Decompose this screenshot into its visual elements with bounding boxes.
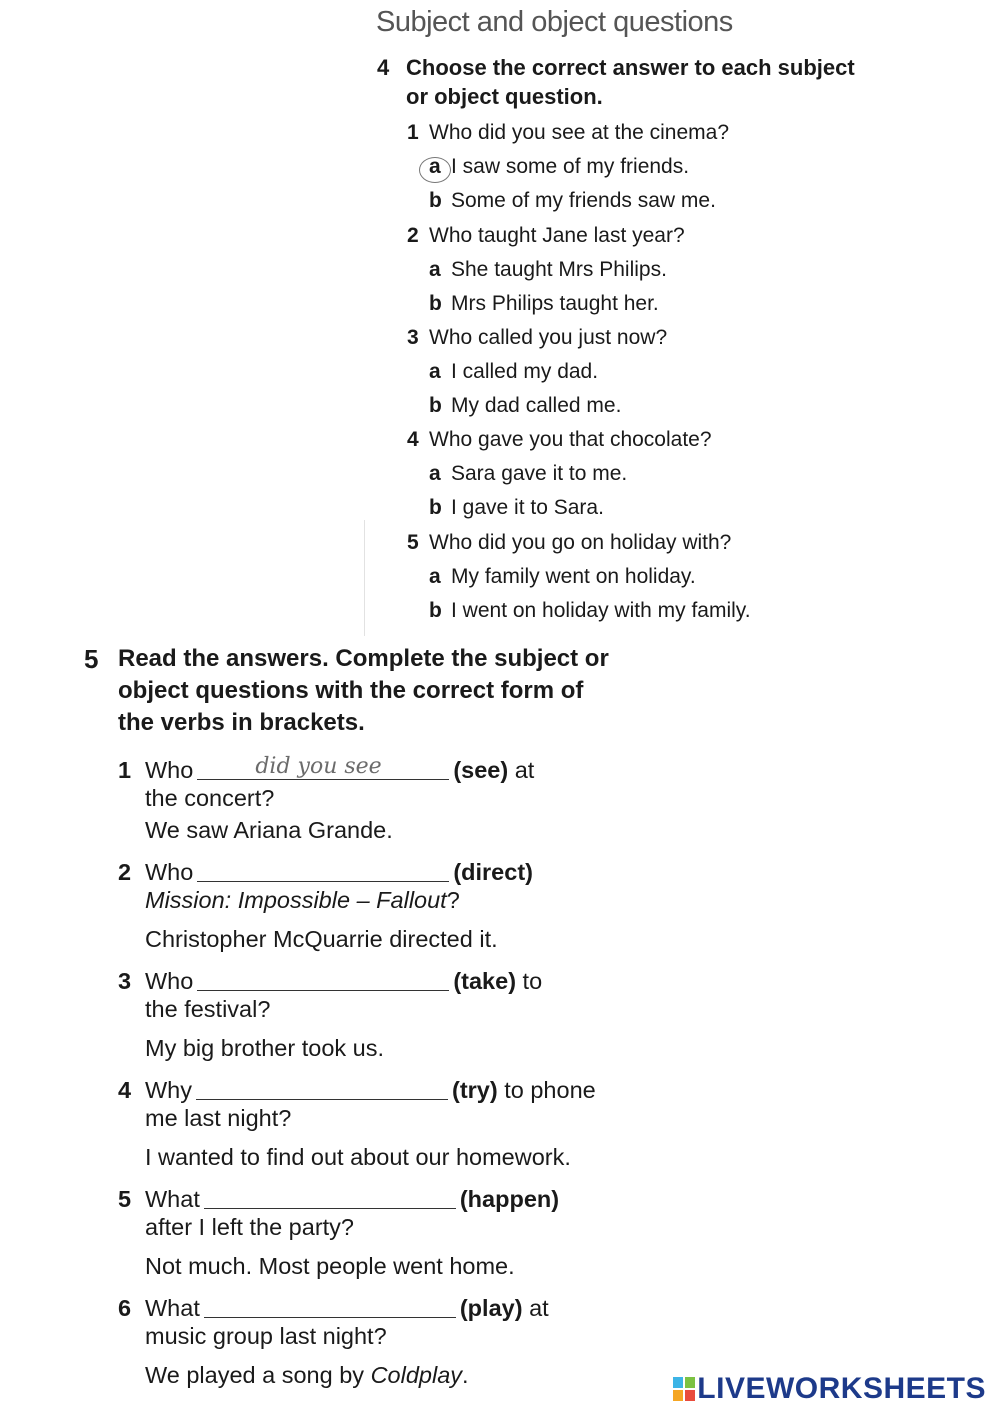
question-number: 2 — [118, 859, 132, 885]
question-text: Who called you just now? — [429, 326, 668, 349]
punctuation: ? — [446, 887, 460, 913]
option-label: b — [429, 394, 442, 417]
question-number: 1 — [118, 757, 132, 783]
question-number: 4 — [118, 1077, 132, 1103]
option-a[interactable] — [429, 258, 667, 282]
question-line — [118, 964, 542, 995]
option-b[interactable] — [429, 394, 621, 418]
logo-text: LIVEWORKSHEETS — [697, 1372, 986, 1405]
verb-hint: (direct) — [453, 859, 533, 885]
film-title: Mission: Impossible – Fallout — [145, 887, 447, 913]
question-text: at — [514, 757, 535, 783]
page-title: Subject and object questions — [376, 6, 733, 38]
question-continuation: after I left the party? — [145, 1214, 354, 1240]
reply: My big brother took us. — [145, 1035, 385, 1061]
handwritten-answer: did you see — [255, 754, 382, 779]
question-line — [118, 1182, 559, 1213]
question-text: to — [522, 968, 543, 994]
answer-blank[interactable] — [197, 753, 449, 780]
option-b[interactable] — [429, 189, 716, 213]
liveworksheets-logo — [673, 1372, 986, 1406]
logo-blocks-icon — [673, 1377, 695, 1401]
option-a[interactable] — [429, 360, 598, 384]
reply: Christopher McQuarrie directed it. — [145, 926, 498, 952]
instruction-line: Choose the correct answer to each subject — [406, 55, 855, 80]
question-text: Who taught Jane last year? — [429, 224, 685, 247]
punctuation: . — [462, 1362, 469, 1388]
reply: We saw Ariana Grande. — [145, 817, 393, 843]
band-name: Coldplay — [370, 1362, 463, 1388]
option-text: I saw some of my friends. — [451, 155, 690, 178]
question-text: at — [529, 1295, 549, 1321]
question-number: 3 — [407, 326, 419, 349]
verb-hint: (happen) — [459, 1186, 560, 1212]
verb-hint: (take) — [453, 968, 517, 994]
wh-word: Who — [145, 968, 194, 994]
option-a[interactable] — [429, 565, 696, 589]
option-label: a — [429, 360, 441, 383]
reply: Not much. Most people went home. — [145, 1253, 515, 1279]
question-continuation: me last night? — [145, 1105, 292, 1131]
option-text: She taught Mrs Philips. — [451, 258, 667, 281]
exercise-4-instruction — [377, 53, 855, 111]
option-text: Sara gave it to me. — [451, 462, 628, 485]
verb-hint: (play) — [459, 1295, 523, 1321]
answer-blank[interactable] — [204, 1182, 456, 1209]
option-text: My family went on holiday. — [451, 565, 696, 588]
option-b[interactable] — [429, 599, 751, 623]
exercise-5-instruction — [84, 643, 609, 739]
answer-blank[interactable] — [197, 964, 449, 991]
column-divider — [364, 520, 365, 636]
option-a[interactable] — [429, 462, 627, 486]
option-a[interactable] — [429, 155, 689, 179]
option-b[interactable] — [429, 292, 659, 316]
verb-hint: (try) — [452, 1077, 498, 1103]
option-label: a — [429, 462, 441, 485]
question-number: 2 — [407, 224, 419, 247]
question-number: 1 — [407, 121, 419, 144]
question-continuation: the concert? — [145, 785, 275, 811]
question-continuation — [145, 887, 460, 914]
question-number: 5 — [118, 1186, 132, 1212]
verb-hint: (see) — [453, 757, 509, 783]
question-number: 3 — [118, 968, 132, 994]
option-text: Some of my friends saw me. — [451, 189, 716, 212]
question — [407, 531, 731, 555]
option-label: b — [429, 292, 442, 315]
question-line — [118, 753, 534, 784]
question-text: Who gave you that chocolate? — [429, 428, 712, 451]
question-number: 4 — [407, 428, 419, 451]
question — [407, 224, 685, 248]
question-text: to phone — [504, 1077, 596, 1103]
reply-text: We played a song by — [145, 1362, 371, 1388]
exercise-number: 5 — [84, 644, 99, 674]
question-number: 6 — [118, 1295, 132, 1321]
reply — [145, 1362, 469, 1389]
reply: I wanted to find out about our homework. — [145, 1144, 571, 1170]
exercise-number: 4 — [377, 55, 390, 80]
wh-word: What — [145, 1186, 200, 1212]
question — [407, 326, 667, 350]
option-text: My dad called me. — [451, 394, 622, 417]
question-continuation: music group last night? — [145, 1323, 387, 1349]
option-label: a — [429, 565, 441, 588]
instruction-line: object questions with the correct form of — [118, 677, 584, 704]
question — [407, 121, 729, 145]
instruction-line: Read the answers. Complete the subject or — [118, 645, 609, 672]
option-label: b — [429, 599, 442, 622]
option-b[interactable] — [429, 496, 604, 520]
option-label: a — [429, 258, 441, 281]
wh-word: Who — [145, 757, 194, 783]
answer-blank[interactable] — [196, 1073, 448, 1100]
question-number: 5 — [407, 531, 419, 554]
answer-blank[interactable] — [197, 855, 449, 882]
option-label: b — [429, 189, 442, 212]
wh-word: Why — [145, 1077, 192, 1103]
wh-word: Who — [145, 859, 194, 885]
instruction-line: the verbs in brackets. — [118, 709, 365, 736]
question-text: Who did you go on holiday with? — [429, 531, 732, 554]
question-line — [118, 1291, 549, 1322]
question — [407, 428, 712, 452]
question-text: Who did you see at the cinema? — [429, 121, 730, 144]
question-line — [118, 855, 533, 886]
option-text: I went on holiday with my family. — [451, 599, 751, 622]
option-text: I gave it to Sara. — [451, 496, 604, 519]
option-label: b — [429, 496, 442, 519]
option-label: a — [429, 155, 441, 178]
question-line — [118, 1073, 596, 1104]
instruction-line: or object question. — [406, 84, 603, 109]
question-continuation: the festival? — [145, 996, 271, 1022]
option-text: Mrs Philips taught her. — [451, 292, 659, 315]
option-text: I called my dad. — [451, 360, 599, 383]
wh-word: What — [145, 1295, 200, 1321]
answer-blank[interactable] — [204, 1291, 456, 1318]
